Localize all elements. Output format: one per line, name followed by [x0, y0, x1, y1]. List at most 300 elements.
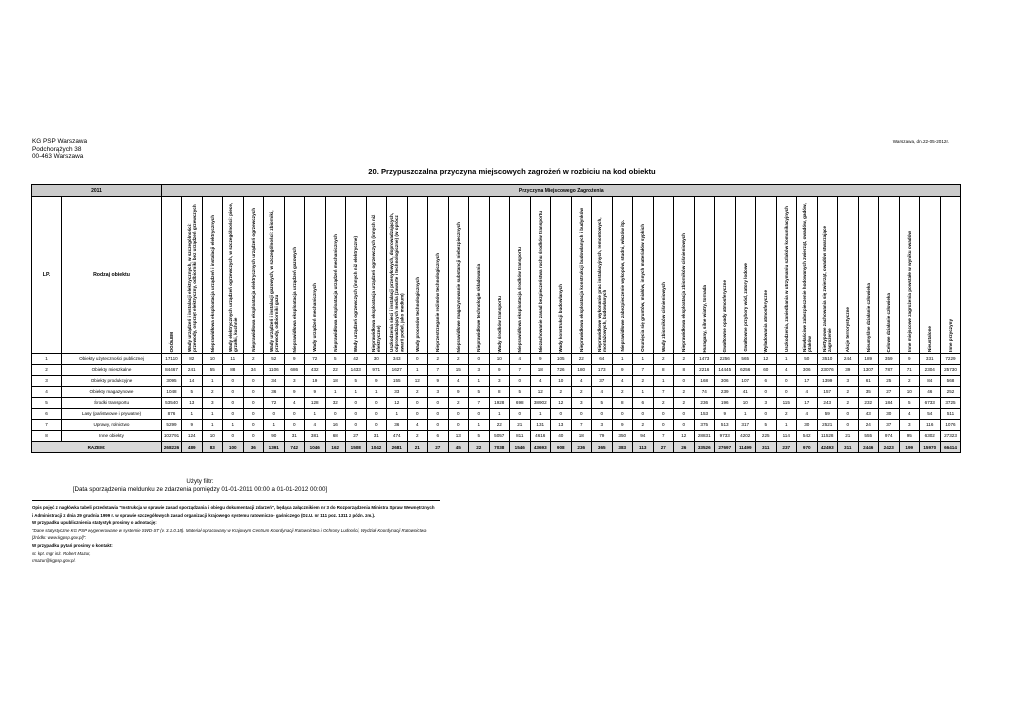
table-cell: 0 — [571, 409, 592, 420]
table-cell: 2 — [448, 354, 469, 365]
table-row — [32, 409, 961, 420]
row-lp: 4 — [32, 387, 62, 398]
table-cell: 1 — [407, 365, 428, 376]
table-cell: 14445 — [715, 365, 736, 376]
table-cell: 1 — [202, 420, 223, 431]
table-cell: 90 — [264, 431, 285, 442]
table-cell: 22 — [325, 365, 346, 376]
table-cell: 252 — [940, 387, 961, 398]
table-row — [32, 420, 961, 431]
table-cell: 6256 — [735, 365, 756, 376]
table-cell: 27323 — [940, 431, 961, 442]
table-cell: 18 — [571, 431, 592, 442]
table-cell: 36 — [387, 420, 408, 431]
cause-column-label: Wady urządzeń mechanicznych — [312, 283, 318, 352]
table-cell: 34 — [243, 365, 264, 376]
table-cell: 7 — [428, 365, 449, 376]
table-cell: 2216 — [694, 365, 715, 376]
table-cell: 4 — [530, 376, 551, 387]
cause-column-header — [366, 197, 387, 354]
total-label: RAZEM: — [32, 442, 162, 453]
row-object-type: Środki transportu — [62, 398, 162, 409]
table-cell: 116 — [920, 420, 941, 431]
cause-column-label: Nieprawidłowa eksploatacja zbiorników ciśnieniowych — [681, 233, 687, 352]
cause-column-label: Nieumyślne działanie człowieka — [865, 282, 871, 352]
table-cell: 2 — [243, 354, 264, 365]
table-cell: 565 — [735, 354, 756, 365]
table-cell: 30 — [366, 354, 387, 365]
table-cell: 4 — [899, 409, 920, 420]
table-cell: 1 — [264, 420, 285, 431]
table-cell: 2 — [653, 354, 674, 365]
table-cell: 0 — [633, 409, 654, 420]
table-cell: 1076 — [940, 420, 961, 431]
table-cell: 1 — [735, 409, 756, 420]
table-cell: 13 — [448, 431, 469, 442]
table-cell: 1 — [469, 376, 490, 387]
table-cell: 9 — [530, 354, 551, 365]
total-cell: 21 — [407, 442, 428, 453]
table-cell: 0 — [469, 354, 490, 365]
table-cell: 542 — [797, 431, 818, 442]
table-cell: 4 — [407, 420, 428, 431]
total-cell: 26 — [674, 442, 695, 453]
table-cell: 42 — [346, 354, 367, 365]
cause-column-label: Nieprawidłowe magazynowanie substancji niebezpiecznych — [455, 221, 461, 352]
table-cell: 10 — [551, 376, 572, 387]
table-cell: 4 — [612, 376, 633, 387]
table-cell: 59 — [817, 409, 838, 420]
table-cell: 115 — [776, 398, 797, 409]
table-cell: 0 — [756, 409, 777, 420]
table-cell: 0 — [366, 409, 387, 420]
cause-column-label: Wady urządzeń i instalacji gazowych, w szczególności: zbiorniki, przewody, odbiorniki gazu — [268, 210, 279, 352]
cause-column-header — [633, 197, 654, 354]
table-row — [32, 354, 961, 365]
table-cell: 55 — [202, 365, 223, 376]
cause-column-header — [387, 197, 408, 354]
table-cell: 28831 — [694, 431, 715, 442]
table-cell: 95 — [899, 431, 920, 442]
table-cell: 10 — [735, 398, 756, 409]
cause-column-header — [346, 197, 367, 354]
table-cell: 0 — [428, 398, 449, 409]
table-cell: 9 — [612, 420, 633, 431]
table-cell: 5 — [592, 398, 613, 409]
table-cell: 1 — [653, 376, 674, 387]
table-cell: 555 — [858, 431, 879, 442]
table-cell: 0 — [407, 398, 428, 409]
table-cell: 0 — [223, 398, 244, 409]
table-cell: 22 — [489, 420, 510, 431]
table-cell: 0 — [448, 409, 469, 420]
total-cell: 742 — [284, 442, 305, 453]
table-cell: 5 — [325, 354, 346, 365]
table-cell: 7 — [469, 398, 490, 409]
table-cell: 2 — [448, 398, 469, 409]
table-cell: 343 — [387, 354, 408, 365]
table-cell: 306 — [797, 365, 818, 376]
table-cell: 0 — [243, 398, 264, 409]
table-cell: 1 — [366, 387, 387, 398]
table-cell: 74 — [694, 387, 715, 398]
table-cell: 0 — [366, 398, 387, 409]
cause-column-label: Nieprawidłowe technologie składowania — [476, 264, 482, 352]
table-cell: 0 — [243, 387, 264, 398]
table-cell: 4 — [776, 365, 797, 376]
table-cell: 72 — [264, 398, 285, 409]
cause-column-header — [899, 197, 920, 354]
table-cell: 1399 — [817, 376, 838, 387]
row-object-type: Inne obiekty — [62, 431, 162, 442]
note-line: Opis pojęć z nagłówka tabeli przedstawia "Instrukcja w sprawie zasad sporządzania i obiegu dokumentacji zdarzeń", będąca załącznikiem nr 3 do Rozporządzenia Ministra Spraw Wewnętrznych — [32, 505, 435, 510]
table-cell: 9 — [366, 376, 387, 387]
total-cell: 365 — [592, 442, 613, 453]
cause-column-header — [612, 197, 633, 354]
cause-column-label: Gwałtowne przybory wód, zatory lodowe — [742, 263, 748, 352]
note-line: st. kpt. mgr inż. Robert Mazur, — [32, 550, 91, 556]
table-row — [32, 387, 961, 398]
table-row — [32, 431, 961, 442]
total-cell: 1508 — [346, 442, 367, 453]
total-cell: 83 — [202, 442, 223, 453]
table-row — [32, 376, 961, 387]
table-cell: 0 — [674, 409, 695, 420]
table-cell: 2304 — [920, 365, 941, 376]
cause-column-header — [428, 197, 449, 354]
table-cell: 3 — [838, 376, 859, 387]
table-cell: 4616 — [530, 431, 551, 442]
table-cell: 2 — [674, 398, 695, 409]
table-cell: 3 — [592, 420, 613, 431]
total-cell: 2681 — [387, 442, 408, 453]
table-cell: 1 — [346, 387, 367, 398]
cause-column-label: Wady urządzeń ogrzewczych (innych niż elektryczne) — [353, 235, 359, 352]
table-cell: 811 — [510, 431, 531, 442]
table-cell: 43 — [858, 409, 879, 420]
row-lp: 2 — [32, 365, 62, 376]
table-cell: 35 — [858, 387, 879, 398]
table-cell: 0 — [243, 409, 264, 420]
table-cell: 3725 — [940, 398, 961, 409]
table-cell: 5 — [510, 387, 531, 398]
table-cell: 0 — [838, 420, 859, 431]
note-line: W przypadku pytań prosimy o kontakt: — [32, 542, 113, 548]
table-cell: 196 — [715, 398, 736, 409]
table-cell: 5 — [469, 431, 490, 442]
table-cell: 9 — [428, 376, 449, 387]
table-cell: 0 — [243, 431, 264, 442]
table-cell: 317 — [735, 420, 756, 431]
cause-column-header — [162, 197, 182, 354]
table-cell: 350 — [612, 431, 633, 442]
cause-column-header — [469, 197, 490, 354]
table-cell: 2 — [899, 376, 920, 387]
cause-column-header — [510, 197, 531, 354]
table-cell: 153 — [694, 409, 715, 420]
total-cell: 199 — [899, 442, 920, 453]
table-cell: 0 — [756, 387, 777, 398]
row-lp: 5 — [32, 398, 62, 409]
cause-column-header — [407, 197, 428, 354]
table-cell: 0 — [264, 409, 285, 420]
table-cell: 5 — [346, 376, 367, 387]
org-name: KG PSP Warszawa — [32, 138, 88, 145]
table-cell: 8 — [674, 365, 695, 376]
total-cell: 489 — [182, 442, 203, 453]
table-cell: 1 — [202, 376, 223, 387]
table-cell: 124 — [182, 431, 203, 442]
table-cell: 0 — [366, 420, 387, 431]
table-cell: 0 — [612, 409, 633, 420]
total-cell: 45 — [448, 442, 469, 453]
table-cell: 1 — [325, 387, 346, 398]
document-date: Warszawa, dn.22-05-2012r. — [892, 139, 949, 144]
table-cell: 7 — [653, 387, 674, 398]
cause-column-label: Wady konstrukcji budowlanych — [558, 283, 564, 352]
table-row — [32, 365, 961, 376]
table-cell: 10 — [899, 387, 920, 398]
table-cell: 37 — [592, 376, 613, 387]
table-cell: 107 — [735, 376, 756, 387]
table-cell: 11 — [223, 354, 244, 365]
cause-column-label: Nieprawidłowa eksploatacja urządzeń gazowych — [291, 246, 297, 352]
note-line: [źródło: www.kgpsp.gov.pl]". — [32, 535, 87, 541]
cause-column-label: Nieprawidłowa eksploatacja konstrukcji budowlanych i budynków — [578, 208, 584, 352]
table-cell: 243 — [817, 398, 838, 409]
table-cell: 4 — [571, 376, 592, 387]
statistics-table — [31, 184, 961, 453]
table-cell: 1106 — [264, 365, 285, 376]
table-cell: 50 — [797, 354, 818, 365]
table-cell: 4 — [305, 420, 326, 431]
cause-column-header — [592, 197, 613, 354]
cause-column-label: Nieprawidłowa eksploatacja środków transportu — [517, 246, 523, 352]
cause-column-label: Nieprzestrzeganie reżimów technologicznych — [435, 252, 441, 352]
filter-text: [Data sporządzenia meldunku ze zdarzenia pomiędzy 01-01-2011 00:00 a 01-01-2012 00:00] — [72, 486, 328, 493]
total-cell: 27 — [653, 442, 674, 453]
cause-column-header — [530, 197, 551, 354]
table-cell: 84467 — [162, 365, 182, 376]
table-cell: 3 — [571, 398, 592, 409]
total-cell: 1546 — [510, 442, 531, 453]
cause-column-label: Nieustalone — [927, 325, 933, 352]
table-cell: 12 — [551, 398, 572, 409]
table-cell: 1 — [182, 409, 203, 420]
table-cell: 1307 — [858, 365, 879, 376]
table-cell: 53540 — [162, 398, 182, 409]
table-cell: 4 — [448, 376, 469, 387]
total-cell: 43693 — [530, 442, 551, 453]
total-cell: 311 — [756, 442, 777, 453]
total-cell: 100 — [223, 442, 244, 453]
cause-column-header — [858, 197, 879, 354]
row-lp: 6 — [32, 409, 62, 420]
table-cell: 21 — [838, 431, 859, 442]
cause-column-header — [776, 197, 797, 354]
table-cell: 9 — [612, 365, 633, 376]
table-cell: 1928 — [489, 398, 510, 409]
row-lp: 1 — [32, 354, 62, 365]
cause-column-header — [756, 197, 777, 354]
table-cell: 18 — [530, 365, 551, 376]
table-cell: 102791 — [162, 431, 182, 442]
table-cell: 25 — [879, 376, 900, 387]
cause-column-label: Wady elektrycznych urządzeń ogrzewczych, w szczególności: piece, grzałki, kuchnie — [227, 202, 238, 352]
total-cell: 162 — [325, 442, 346, 453]
table-cell: 84 — [920, 376, 941, 387]
cause-column-header — [284, 197, 305, 354]
table-cell: 2 — [838, 387, 859, 398]
table-cell: 6 — [428, 431, 449, 442]
table-cell: 0 — [243, 420, 264, 431]
table-cell: 54 — [920, 409, 941, 420]
table-cell: 5 — [182, 387, 203, 398]
table-cell: 0 — [407, 354, 428, 365]
row-object-type: Obiekty mieszkalne — [62, 365, 162, 376]
table-cell: 0 — [223, 376, 244, 387]
cause-column-label: Akcje terrorystyczne — [845, 306, 851, 352]
cause-group-header: Przyczyna Miejscowego Zagrożenia — [162, 185, 961, 197]
table-cell: 0 — [243, 376, 264, 387]
row-lp: 8 — [32, 431, 62, 442]
cause-column-label: Wady urządzeń i instalacji elektrycznych, w szczególności: przewody, osprzęt elektryczny, odbiorniki bez urządzeń grzewczych — [186, 204, 197, 352]
table-cell: 12 — [674, 431, 695, 442]
table-cell: 6302 — [920, 431, 941, 442]
table-cell: 9 — [182, 420, 203, 431]
table-cell: 12 — [387, 398, 408, 409]
table-cell: 306 — [715, 376, 736, 387]
table-cell: 232 — [858, 398, 879, 409]
total-cell: 113 — [633, 442, 654, 453]
table-cell: 0 — [325, 409, 346, 420]
table-cell: 0 — [428, 420, 449, 431]
table-cell: 0 — [653, 420, 674, 431]
page-title: 20. Przypuszczalna przyczyna miejscowych zagrożeń w rozbiciu na kod obiektu — [368, 167, 656, 176]
table-cell: 2521 — [817, 420, 838, 431]
total-cell: 2423 — [879, 442, 900, 453]
cause-column-label: Nieprawidłowa eksploatacja urządzeń mechanicznych — [332, 234, 338, 352]
cause-column-header — [182, 197, 203, 354]
table-cell: 9 — [305, 387, 326, 398]
cause-column-label: Niettypowe zachowania się zwierząt, owadów stwarzające zagrożenie — [822, 225, 833, 352]
table-cell: 17110 — [162, 354, 182, 365]
table-cell: 10 — [489, 354, 510, 365]
table-cell: 4 — [284, 398, 305, 409]
table-cell: 7 — [653, 431, 674, 442]
total-cell: 908 — [551, 442, 572, 453]
cause-column-label: Inne miejscowe zagrożenia powstałe w wyniku owadów — [906, 231, 912, 352]
table-cell: 0 — [407, 409, 428, 420]
object-type-header: Rodzaj obiektu — [62, 197, 162, 354]
table-cell: 0 — [510, 409, 531, 420]
row-object-type: Obiekty magazynowe — [62, 387, 162, 398]
table-cell: 17 — [797, 398, 818, 409]
footnotes — [32, 504, 552, 565]
total-cell: 383 — [612, 442, 633, 453]
table-cell: 7229 — [940, 354, 961, 365]
table-cell: 568 — [940, 376, 961, 387]
total-cell: 33526 — [694, 442, 715, 453]
cause-column-header — [817, 197, 838, 354]
table-cell: 1 — [489, 409, 510, 420]
total-cell: 15970 — [920, 442, 941, 453]
row-object-type: Obiekty produkcyjne — [62, 376, 162, 387]
table-cell: 0 — [653, 409, 674, 420]
table-cell: 0 — [551, 409, 572, 420]
total-cell: 27 — [428, 442, 449, 453]
table-cell: 3 — [469, 365, 490, 376]
table-cell: 60 — [756, 365, 777, 376]
table-cell: 40 — [551, 431, 572, 442]
table-cell: 9733 — [715, 431, 736, 442]
total-cell: 268226 — [162, 442, 182, 453]
table-cell: 31 — [284, 431, 305, 442]
cause-column-header — [694, 197, 715, 354]
table-cell: 2 — [612, 387, 633, 398]
table-cell: 1 — [530, 409, 551, 420]
cause-column-header — [305, 197, 326, 354]
table-cell: 2 — [428, 354, 449, 365]
cause-column-header — [325, 197, 346, 354]
table-cell: 0 — [346, 398, 367, 409]
table-cell: 7 — [510, 365, 531, 376]
cause-column-header — [223, 197, 244, 354]
total-cell: 1046 — [305, 442, 326, 453]
table-cell: 13 — [182, 398, 203, 409]
total-cell: 66414 — [940, 442, 961, 453]
table-cell: 1473 — [694, 354, 715, 365]
table-cell: 432 — [305, 365, 326, 376]
cause-column-label: Huragany, silne wiatry, tornada — [701, 284, 707, 352]
lp-header: LP. — [32, 197, 62, 354]
table-cell: 36 — [264, 387, 285, 398]
table-cell: 32 — [325, 398, 346, 409]
total-cell: 236 — [571, 442, 592, 453]
table-cell: 1433 — [346, 365, 367, 376]
table-cell: 5 — [899, 398, 920, 409]
total-cell: 27697 — [715, 442, 736, 453]
table-cell: 0 — [223, 387, 244, 398]
table-cell: 225 — [756, 431, 777, 442]
filter-label: Użyty filtr: — [186, 478, 214, 485]
table-cell: 0 — [346, 409, 367, 420]
cause-column-header — [715, 197, 736, 354]
table-cell: 15 — [448, 365, 469, 376]
table-cell: 1048 — [162, 387, 182, 398]
table-cell: 1 — [776, 354, 797, 365]
table-cell: 3510 — [817, 354, 838, 365]
table-cell: 698 — [510, 398, 531, 409]
table-cell: 2 — [202, 387, 223, 398]
note-line: "Dane statystyczne KG PSP wygenerowane w systemie SWD-ST (v. 3.1.0.18). Materiał opracowany w Krajowym Centrum Koordynacji Ratownictwa i Ochrony Ludności, Wydział Koordynacji Ratownictwa — [32, 527, 427, 533]
table-cell: 0 — [776, 387, 797, 398]
table-cell: 513 — [715, 420, 736, 431]
table-cell: 331 — [920, 354, 941, 365]
table-cell: 173 — [592, 365, 613, 376]
table-cell: 4 — [592, 387, 613, 398]
cause-column-label: Nieprawidłowa eksploatacja elektrycznych urządzeń ogrzewczych — [250, 208, 256, 352]
cause-column-label: Wady środków transportu — [496, 295, 502, 352]
cause-column-header — [838, 197, 859, 354]
table-cell: 27 — [346, 431, 367, 442]
total-cell: 237 — [776, 442, 797, 453]
table-cell: 2 — [674, 354, 695, 365]
table-cell: 876 — [162, 409, 182, 420]
table-cell: 12 — [756, 354, 777, 365]
cause-column-header — [797, 197, 818, 354]
table-cell: 180 — [571, 365, 592, 376]
